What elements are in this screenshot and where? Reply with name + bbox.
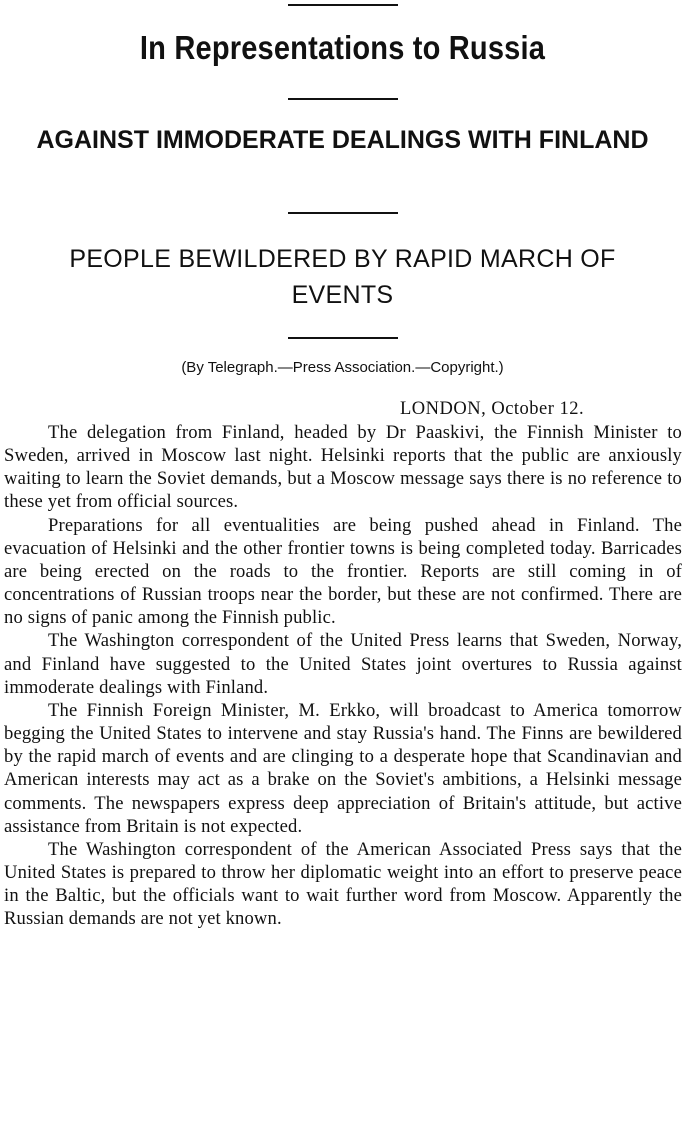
headline-rule xyxy=(288,98,398,100)
paragraph-1: The delegation from Finland, headed by Dr Paaskivi, the Finnish Minister to Sweden, arrived in Moscow last night. Helsinki reports that the public are anxiously waiting to learn the Soviet demands, but a Moscow message says there is no reference to these yet from official sources. xyxy=(4,422,682,513)
subheadline-2-rule xyxy=(288,337,398,339)
dateline: LONDON, October 12. xyxy=(400,399,585,419)
subheadline-1-rule xyxy=(288,212,398,214)
paragraph-3: The Washington correspondent of the United Press learns that Sweden, Norway, and Finland have suggested to the United States joint overtures to Russia against immoderate dealings with Finland. xyxy=(4,630,682,698)
headline: In Representations to Russia xyxy=(139,29,546,66)
paragraph-2: Preparations for all eventualities are being pushed ahead in Finland. The evacuation of Helsinki and the other frontier towns is being completed today. Barricades are being erected on the roads to the frontier. Reports are still coming in of concentrations of Russian troops near the border, but these are not confirmed. There are no signs of panic among the Finnish public. xyxy=(4,514,682,629)
top-rule xyxy=(288,4,398,6)
subheadline-1: AGAINST IMMODERATE DEALINGS WITH FINLAND xyxy=(36,126,649,154)
paragraph-4: The Finnish Foreign Minister, M. Erkko, will broadcast to America tomorrow begging the United States to intervene and stay Russia's hand. The Finns are bewildered by the rapid march of events and are clinging to a desperate hope that Scandinavian and American interests may act as a brake on the Soviet's ambitions, a Helsinki message comments. The newspapers express deep appreciation of Britain's attitude, but active assistance from Britain is not expected. xyxy=(4,699,682,837)
subheadline-2: PEOPLE BEWILDERED BY RAPID MARCH OF EVENTS xyxy=(69,245,616,309)
article-body xyxy=(4,421,682,930)
byline: (By Telegraph.—Press Association.—Copyright.) xyxy=(181,359,504,376)
paragraph-5: The Washington correspondent of the American Associated Press says that the United States is prepared to throw her diplomatic weight into an effort to preserve peace in the Baltic, but the officials want to wait further word from Moscow. Apparently the Russian demands are not yet known. xyxy=(4,838,682,930)
